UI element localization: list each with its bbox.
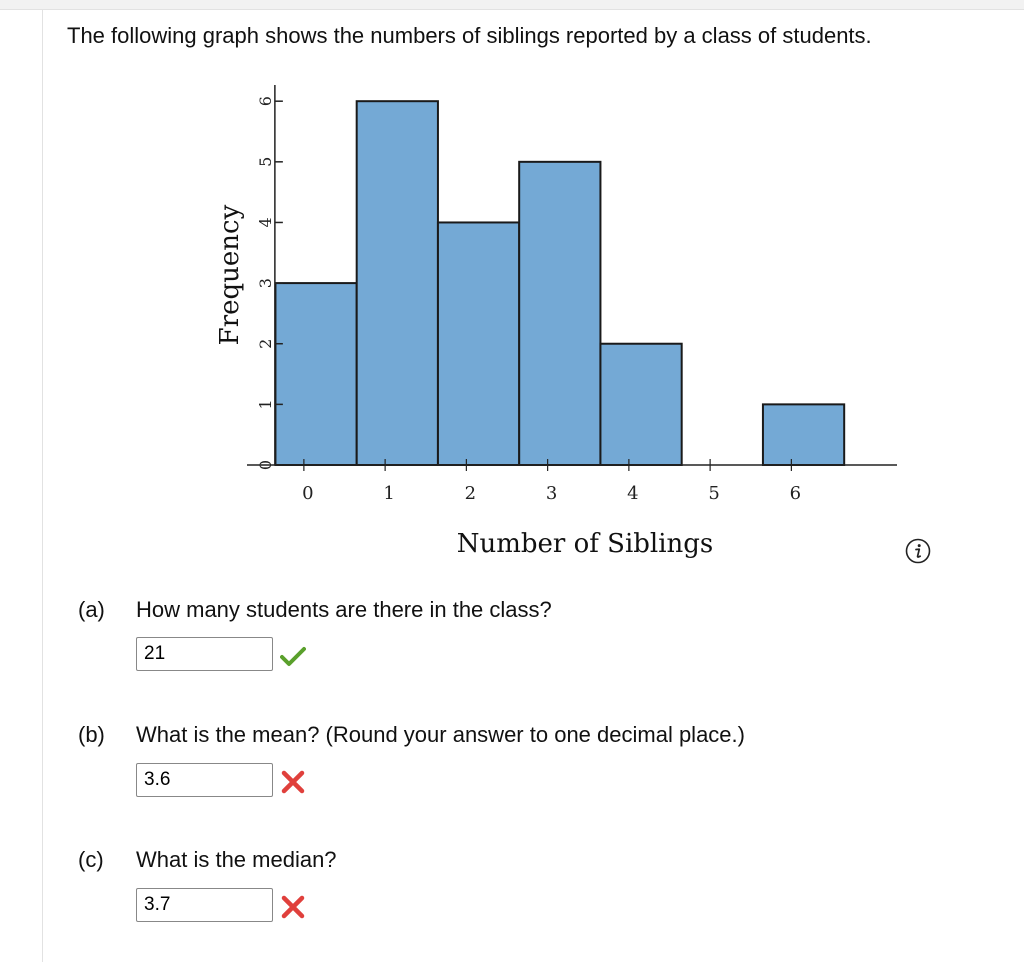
question-b-letter: (b) [78,722,105,747]
answer-c-input[interactable] [136,888,273,922]
question-c [78,846,337,874]
answer-b-input[interactable] [136,763,273,797]
question-b-text: What is the mean? (Round your answer to one decimal place.) [136,722,745,747]
histogram-bar-5 [763,404,844,465]
question-b [78,721,745,749]
x-tick-label: 1 [383,483,395,504]
histogram-bar-1 [357,101,438,465]
x-icon [280,895,306,919]
histogram-bar-3 [519,162,600,465]
y-tick-label: 6 [255,96,275,107]
histogram-bar-2 [438,222,519,465]
x-tick-label: 0 [302,483,314,504]
y-tick-label: 4 [255,217,275,228]
x-tick-label: 3 [545,483,558,504]
x-tick-label: 2 [464,483,477,504]
check-icon [280,645,306,669]
x-tick-label: 4 [627,483,639,504]
x-icon [280,770,306,794]
histogram-bar-4 [600,344,681,465]
x-tick-label: 5 [708,483,720,504]
y-tick-label: 2 [255,338,275,349]
y-tick-label: 5 [255,156,275,167]
question-a [78,596,552,624]
y-axis-label: Frequency [215,204,245,346]
question-c-letter: (c) [78,847,104,872]
question-a-letter: (a) [78,597,105,622]
histogram-bar-0 [275,283,356,465]
y-tick-label: 1 [255,399,275,410]
x-axis-label: Number of Siblings [456,529,714,559]
info-icon[interactable] [905,538,931,564]
intro-text: The following graph shows the numbers of siblings reported by a class of students. [67,23,872,48]
x-tick-label: 6 [789,483,802,504]
question-c-text: What is the median? [136,847,337,872]
y-tick-label: 0 [255,459,275,471]
y-tick-label: 3 [255,278,275,289]
question-a-text: How many students are there in the class? [136,597,552,622]
answer-a-input[interactable] [136,637,273,671]
